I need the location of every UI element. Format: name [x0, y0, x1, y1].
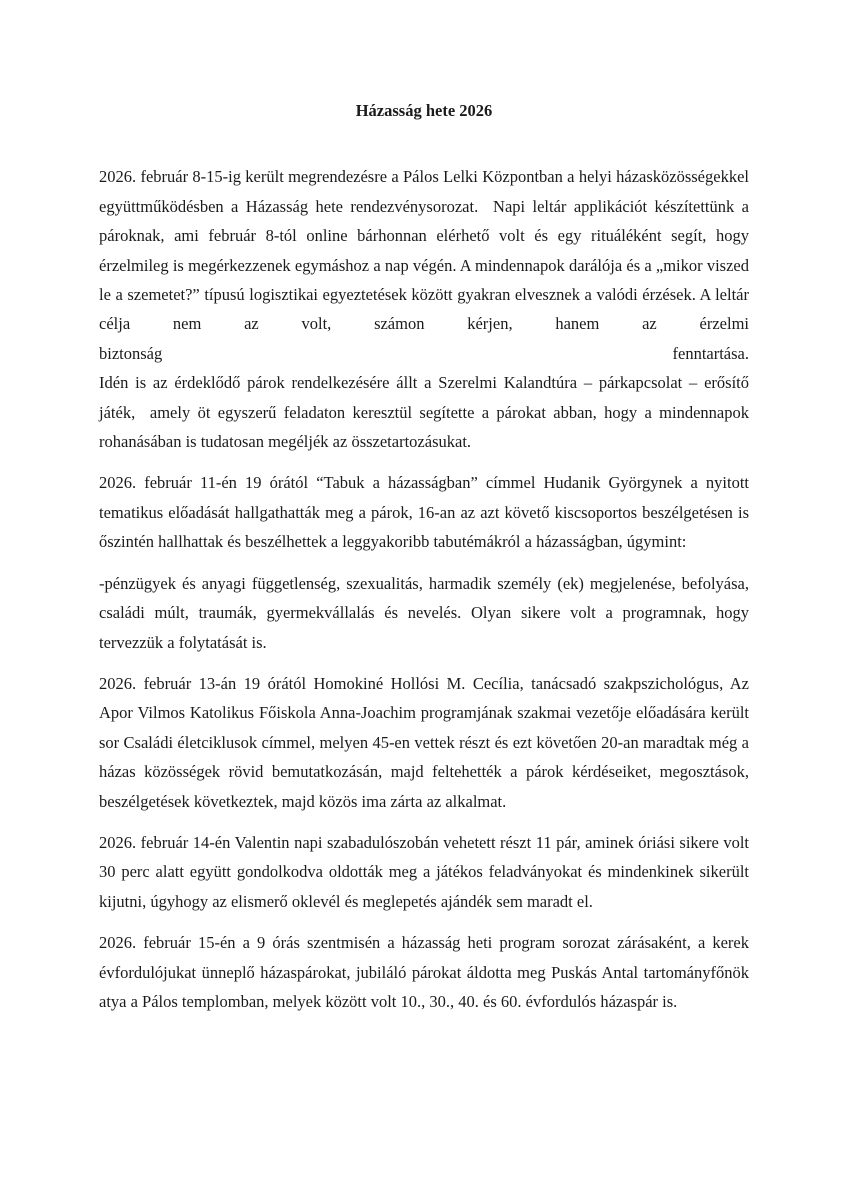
- document-title: Házasság hete 2026: [355, 101, 493, 120]
- paragraph-6: 2026. február 15-én a 9 órás szentmisén a házasság heti program sorozat zárásaként, a kerek évfordulójukat ünneplő házaspárokat, jubiláló párokat áldotta meg Puskás Antal tartományfőnök atya a Pálos templomban, melyek között volt 10., 30., 40. és 60. évfordulós házaspár is.: [99, 933, 749, 1011]
- paragraph-1-split-line: [99, 339, 749, 368]
- paragraph-4: 2026. február 13-án 19 órától Homokiné Hollósi M. Cecília, tanácsadó szakpszichológus, Az Apor Vilmos Katolikus Főiskola Anna-Joachim programjának szakmai vezetője előadására került sor Családi életciklusok címmel, melyen 45-en vettek részt és ezt követően 20-an maradtak még a házas közösségek rövid bemutatkozásán, majd feltehették a párok kérdéseiket, megosztások, beszélgetések következtek, majd közös ima zárta az alkalmat.: [99, 673, 749, 811]
- paragraph-2: 2026. február 11-én 19 órától “Tabuk a házasságban” címmel Hudanik Györgynek a nyitott tematikus előadását hallgathatták meg a párok, 16-an az azt követő kiscsoportos beszélgetésen is őszintén hallhattak és beszélhettek a leggyakoribb tabutémákról a házasságban, úgymint:: [99, 473, 749, 552]
- split-left-word: biztonság: [99, 343, 163, 363]
- paragraph-5: 2026. február 14-én Valentin napi szabadulószobán vehetett részt 11 pár, aminek óriási sikere volt 30 perc alatt együtt gondolkodva oldották meg a játékos feladványokat és mindenkinek sikerült kijutni, úgyhogy az elismerő oklevél és meglepetés ajándék sem maradt el.: [99, 832, 749, 911]
- paragraph-1b: Idén is az érdeklődő párok rendelkezésére állt a Szerelmi Kalandtúra – párkapcsolat – erősítő játék, amely öt egyszerű feladaton keresztül segítette a párokat abban, hogy a mindennapok rohanásában is tudatosan megéljék az összetartozásukat.: [99, 373, 749, 452]
- paragraph-1a: 2026. február 8-15-ig került megrendezésre a Pálos Lelki Központban a helyi házasközösségekkel együttműködésben a Házasság hete rendezvénysorozat. Napi leltár applikációt készítettünk a pároknak, ami február 8-tól online bárhonnan elérhető volt és egy rituáléként segít, hogy érzelmileg is megérkezzenek egymáshoz a nap végén. A mindennapok darálója és a „mikor viszed le a szemetet?” típusú logisztikai egyeztetések között gyakran elvesznek a valódi érzések. A leltár célja nem az volt, számon kérjen, hanem az érzelmi: [99, 167, 749, 334]
- split-right-word: fenntartása.: [672, 343, 749, 363]
- document-body: [99, 96, 749, 1028]
- paragraph-3: -pénzügyek és anyagi függetlenség, szexualitás, harmadik személy (ek) megjelenése, befolyása, családi múlt, traumák, gyermekvállalás és nevelés. Olyan sikere volt a programnak, hogy tervezzük a folytatását is.: [99, 573, 749, 652]
